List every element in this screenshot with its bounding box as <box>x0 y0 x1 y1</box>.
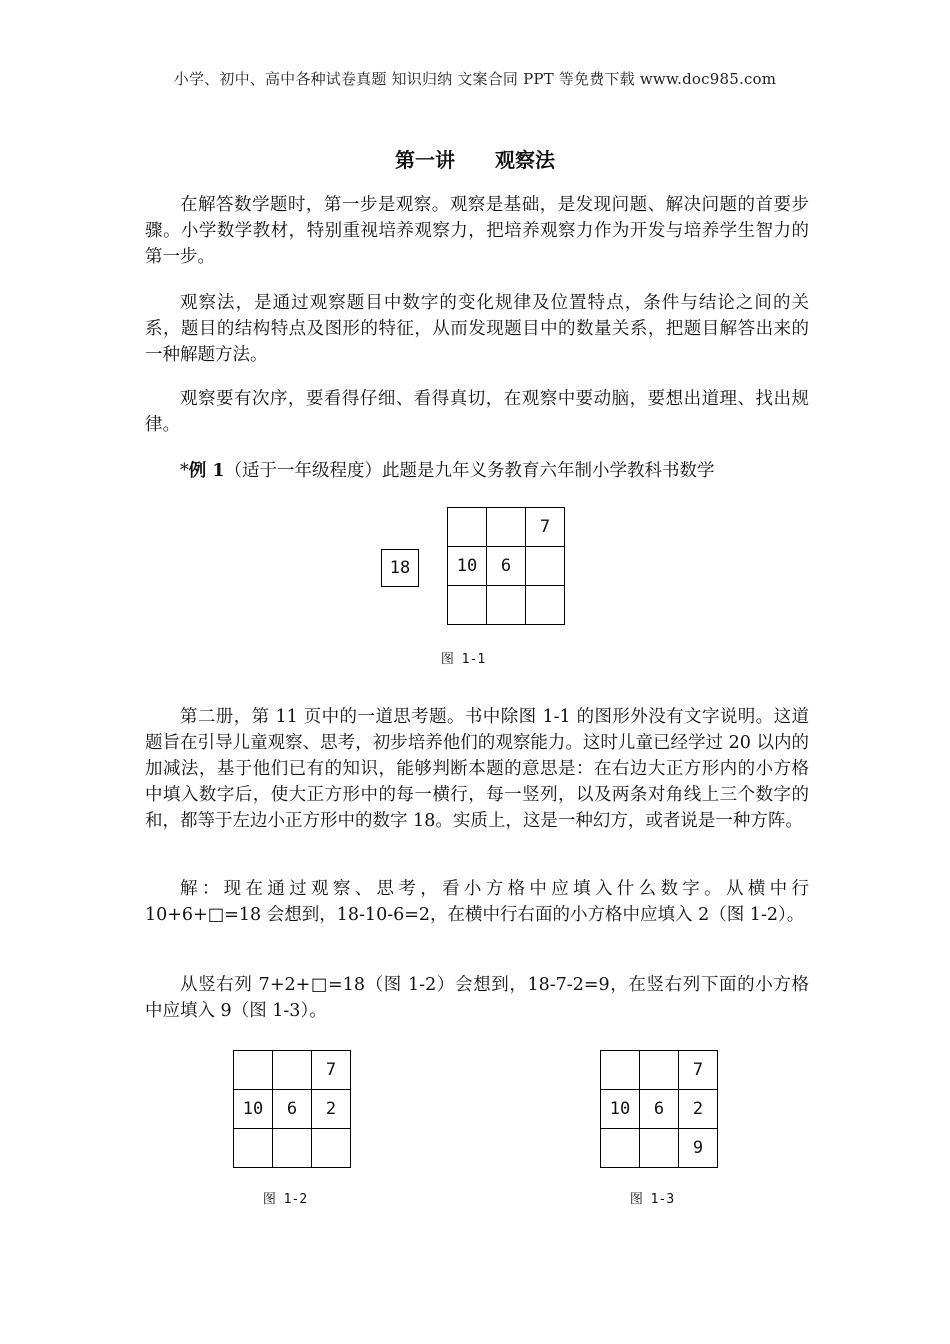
grid-cell <box>640 1129 679 1168</box>
figure-caption-1-3: 图 1-3 <box>629 1192 675 1207</box>
grid-row <box>601 1090 718 1129</box>
paragraph-intro: 在解答数学题时，第一步是观察。观察是基础，是发现问题、解决问题的首要步骤。小学数学教材，特别重视培养观察力，把培养观察力作为开发与培养学生智力的第一步。 <box>145 195 809 267</box>
grid-cell <box>601 1129 640 1168</box>
grid-cell: 10 <box>234 1090 273 1129</box>
grid-row <box>448 547 565 586</box>
figure-caption-1-1: 图 1-1 <box>440 652 486 667</box>
grid-cell <box>526 547 565 586</box>
magic-square-fig3 <box>600 1050 718 1168</box>
paragraph-example-1 <box>145 458 809 484</box>
title-topic: 观察法 <box>495 148 555 172</box>
page-title <box>0 144 950 173</box>
grid-cell <box>487 508 526 547</box>
paragraph-order: 观察要有次序，要看得仔细、看得真切，在观察中要动脑，要想出道理、找出规律。 <box>145 389 809 435</box>
grid-cell <box>487 586 526 625</box>
grid-cell: 7 <box>526 508 565 547</box>
grid-cell <box>601 1051 640 1090</box>
grid-cell: 9 <box>679 1129 718 1168</box>
grid-cell: 6 <box>640 1090 679 1129</box>
paragraph-solution-step2: 从竖右列 7+2+□=18（图 1-2）会想到，18-7-2=9，在竖右列下面的小方格中应填入 9（图 1-3）。 <box>145 975 809 1021</box>
grid-cell <box>234 1129 273 1168</box>
grid-cell <box>273 1129 312 1168</box>
example-label: 例 1 <box>188 461 225 481</box>
figure-caption-1-2: 图 1-2 <box>262 1192 308 1207</box>
grid-row <box>601 1051 718 1090</box>
paragraph-solution-step1: 解：现在通过观察、思考，看小方格中应填入什么数字。从横中行 10+6+□=18 会想到，18-10-6=2，在横中行右面的小方格中应填入 2（图 1-2）。 <box>145 879 809 925</box>
magic-square-fig1 <box>447 507 565 625</box>
grid-cell <box>273 1051 312 1090</box>
grid-row <box>234 1051 351 1090</box>
grid-cell <box>526 586 565 625</box>
magic-square-fig2 <box>233 1050 351 1168</box>
grid-row <box>601 1129 718 1168</box>
grid-cell: 6 <box>273 1090 312 1129</box>
example-text: （适于一年级程度）此题是九年义务教育六年制小学教科书数学 <box>224 461 715 481</box>
page-header: 小学、初中、高中各种试卷真题 知识归纳 文案合同 PPT 等免费下载 www.doc985.com <box>173 70 777 88</box>
grid-row <box>234 1129 351 1168</box>
grid-cell: 2 <box>312 1090 351 1129</box>
grid-cell: 10 <box>601 1090 640 1129</box>
grid-cell <box>312 1129 351 1168</box>
title-lecture: 第一讲 <box>395 148 455 172</box>
grid-row <box>448 586 565 625</box>
paragraph-explanation: 第二册，第 11 页中的一道思考题。书中除图 1-1 的图形外没有文字说明。这道题旨在引导儿童观察、思考，初步培养他们的观察能力。这时儿童已经学过 20 以内的加减法，基于他们已有的知识，能够判断本题的意思是：在右边大正方形内的小方格中填入数字后，使大正方形中的每一横行，每一竖列，以及两条对角线上三个数字的和，都等于左边小正方形中的数字 18。实质上，这是一种幻方，或者说是一种方阵。 <box>145 707 809 831</box>
grid-cell: 10 <box>448 547 487 586</box>
grid-cell: 7 <box>679 1051 718 1090</box>
grid-cell <box>448 586 487 625</box>
grid-cell <box>448 508 487 547</box>
target-sum-box: 18 <box>381 549 419 587</box>
grid-cell: 6 <box>487 547 526 586</box>
grid-cell <box>640 1051 679 1090</box>
grid-cell: 7 <box>312 1051 351 1090</box>
grid-cell <box>234 1051 273 1090</box>
grid-row <box>234 1090 351 1129</box>
paragraph-definition: 观察法，是通过观察题目中数字的变化规律及位置特点，条件与结论之间的关系，题目的结构特点及图形的特征，从而发现题目中的数量关系，把题目解答出来的一种解题方法。 <box>145 293 809 365</box>
grid-row <box>448 508 565 547</box>
example-star: * <box>180 461 189 481</box>
grid-cell: 2 <box>679 1090 718 1129</box>
